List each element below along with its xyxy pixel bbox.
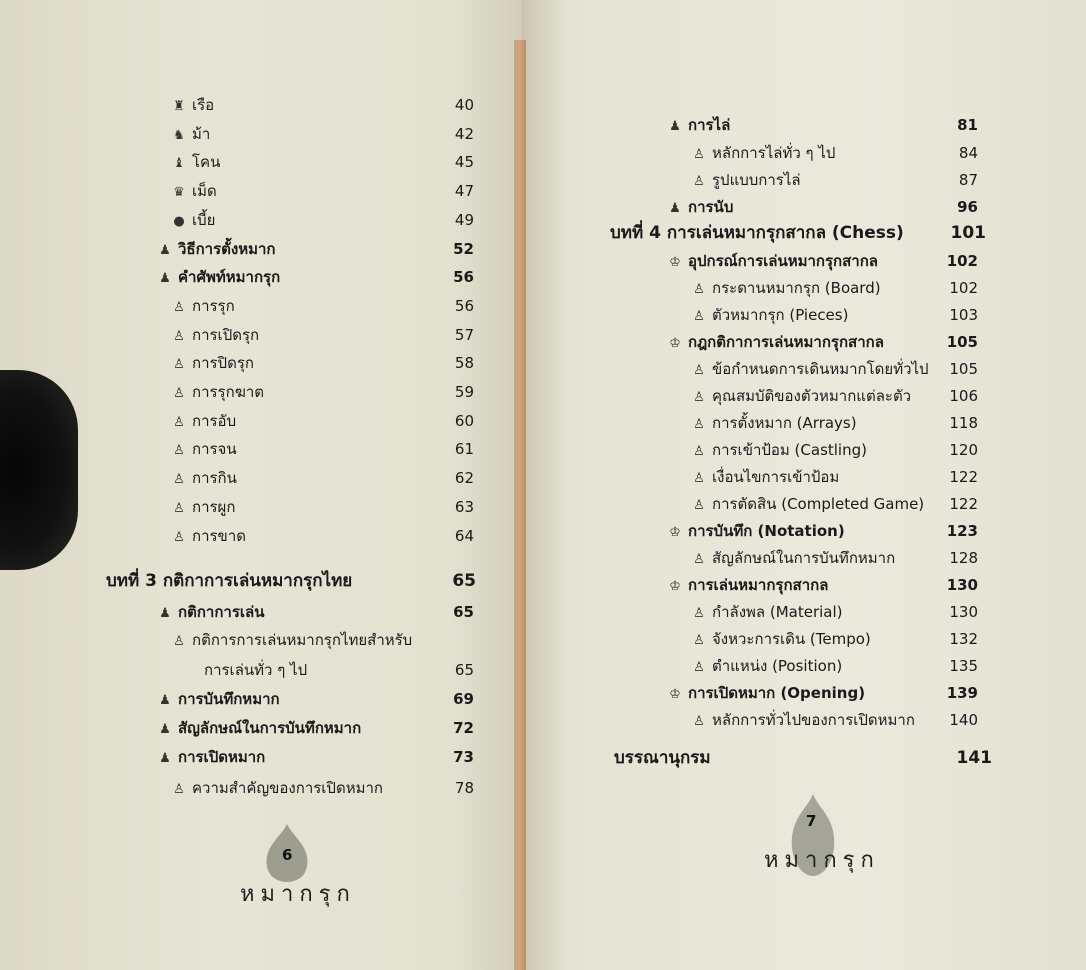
book-title-left: หมากรุก (240, 882, 356, 907)
toc-page-number: 140 (949, 711, 978, 729)
toc-page-number: 122 (949, 495, 978, 513)
small-piece-icon: ♙ (173, 529, 185, 545)
toc-entry-title: คำศัพท์หมากรุก (178, 268, 281, 287)
page-number-right: 7 (806, 812, 817, 830)
toc-entry (172, 153, 220, 173)
chapter-heading: บทที่ 3 กติกาการเล่นหมากรุกไทย (106, 571, 353, 591)
toc-entry (668, 198, 733, 218)
small-king-icon: ♙ (693, 471, 705, 486)
toc-entry-title: กำลังพล (Material) (712, 603, 843, 621)
toc-entry-title: รูปแบบการไล่ (712, 171, 801, 189)
king-icon: ♔ (669, 255, 681, 270)
small-piece-icon: ♙ (173, 443, 185, 459)
thumb-shadow (0, 370, 78, 570)
piece-icon: ♟ (669, 201, 681, 216)
toc-entry (692, 171, 801, 191)
small-piece-icon: ♙ (173, 386, 185, 401)
toc-entry-title: วิธีการตั้งหมาก (178, 239, 276, 258)
toc-entry-title: การรุกฆาต (192, 383, 264, 401)
toc-entry (692, 468, 839, 488)
toc-page-number: 58 (454, 354, 474, 373)
toc-page-number: 105 (946, 333, 978, 351)
toc-entry-title: การเปิดหมาก (Opening) (688, 684, 866, 702)
toc-entry (692, 144, 835, 164)
small-king-icon: ♙ (693, 498, 705, 513)
chapter-page-number: 65 (452, 571, 476, 591)
piece-icon: ♟ (159, 751, 171, 766)
toc-entry-title: การนับ (688, 198, 734, 216)
small-king-icon: ♙ (693, 714, 705, 729)
toc-entry (692, 630, 871, 650)
bishop-icon: ♝ (173, 156, 185, 172)
toc-page-number: 42 (454, 124, 474, 143)
toc-entry (668, 333, 884, 353)
small-piece-icon: ♙ (173, 414, 185, 430)
small-king-icon: ♙ (693, 633, 705, 648)
toc-page-number: 135 (949, 657, 978, 675)
toc-page-number: 65 (453, 603, 474, 621)
piece-icon: ♟ (159, 693, 171, 708)
toc-page-number: 40 (454, 96, 474, 114)
toc-entry-title: ความสำคัญของการเปิดหมาก (192, 779, 383, 797)
toc-entry (158, 690, 280, 710)
toc-entry (692, 603, 843, 623)
toc-page-number: 65 (454, 661, 474, 679)
small-king-icon: ♙ (693, 606, 705, 621)
toc-page-number: 103 (949, 306, 978, 324)
toc-entry-title: ข้อกำหนดการเดินหมากโดยทั่วไป (712, 360, 929, 378)
toc-page-number: 102 (946, 252, 978, 270)
toc-entry (692, 414, 857, 434)
toc-entry-title: กฎกติกาการเล่นหมากรุกสากล (688, 333, 884, 351)
pawn-icon: ● (173, 213, 185, 229)
small-piece-icon: ♙ (173, 472, 185, 488)
small-king-icon: ♙ (693, 282, 705, 297)
toc-entry-title: การบันทึกหมาก (178, 690, 280, 708)
toc-entry-title: เรือ (192, 96, 215, 114)
toc-entry (692, 387, 911, 407)
toc-entry (172, 354, 254, 374)
toc-page-number: 56 (454, 296, 474, 315)
toc-entry-title: ตัวหมากรุก (Pieces) (712, 306, 849, 324)
toc-entry (172, 211, 215, 231)
toc-page-number: 57 (454, 325, 474, 344)
toc-page-number: 52 (453, 239, 474, 258)
toc-entry-title: การเล่นหมากรุกสากล (688, 576, 829, 594)
toc-entry-title: การผูก (192, 497, 236, 516)
toc-entry (172, 469, 237, 489)
toc-page-number: 128 (949, 549, 978, 567)
chapter-heading: บรรณานุกรม (614, 748, 711, 768)
small-king-icon: ♙ (693, 444, 705, 459)
toc-entry-title: หลักการไล่ทั่ว ๆ ไป (712, 144, 836, 162)
toc-entry-title: หลักการทั่วไปของการเปิดหมาก (712, 711, 915, 729)
toc-entry-title: การเข้าป้อม (Castling) (712, 441, 867, 459)
toc-page-number: 102 (949, 279, 978, 297)
toc-entry (158, 268, 280, 288)
small-piece-icon: ♙ (173, 357, 185, 373)
toc-entry-title: การจน (192, 440, 237, 459)
toc-entry (692, 441, 867, 461)
toc-entry (692, 711, 915, 731)
book-spine (514, 40, 526, 970)
piece-icon: ♟ (159, 722, 171, 737)
toc-entry-title: ตำแหน่ง (Position) (712, 657, 843, 675)
toc-page-number: 139 (946, 684, 978, 702)
toc-entry-title: การอับ (192, 411, 237, 430)
toc-entry (158, 240, 276, 260)
small-king-icon: ♙ (693, 660, 705, 675)
toc-entry (172, 125, 210, 145)
toc-page-number: 69 (453, 690, 474, 708)
toc-entry (172, 297, 235, 317)
toc-page-number: 118 (949, 414, 978, 432)
toc-entry (668, 522, 845, 542)
piece-icon: ♟ (159, 606, 171, 621)
toc-entry-title: การกิน (192, 469, 237, 488)
toc-entry-title: การตั้งหมาก (Arrays) (712, 414, 857, 432)
toc-page-number: 78 (454, 779, 474, 797)
toc-entry (158, 603, 264, 623)
page-number-left: 6 (282, 846, 293, 864)
toc-entry-title: การเปิดหมาก (178, 748, 266, 766)
toc-page-number: 132 (949, 630, 978, 648)
toc-page-number: 130 (949, 603, 978, 621)
toc-entry-title: โคน (192, 153, 221, 172)
chapter-page-number: 101 (950, 223, 986, 243)
toc-page-number: 84 (958, 144, 978, 162)
small-piece-icon: ♙ (173, 782, 185, 797)
toc-entry (668, 684, 865, 704)
toc-page-number: 106 (949, 387, 978, 405)
toc-entry (172, 383, 264, 403)
toc-page-number: 105 (949, 360, 978, 378)
toc-page-number: 73 (453, 748, 474, 766)
toc-page-number: 130 (946, 576, 978, 594)
king-icon: ♔ (669, 525, 681, 540)
small-piece-icon: ♙ (693, 147, 705, 162)
toc-entry (172, 527, 246, 547)
toc-page-number: 81 (957, 116, 978, 134)
toc-page-number: 72 (453, 719, 474, 737)
toc-entry-title: เบี้ย (192, 210, 216, 229)
toc-entry (172, 498, 235, 518)
toc-entry (692, 279, 881, 299)
toc-page-number: 96 (957, 198, 978, 216)
toc-page-number: 47 (454, 182, 474, 201)
toc-entry-title: เม็ด (192, 182, 217, 201)
chapter-heading: บทที่ 4 การเล่นหมากรุกสากล (Chess) (610, 223, 904, 243)
toc-page-number: 59 (454, 383, 474, 401)
small-king-icon: ♙ (693, 363, 705, 378)
toc-entry-title: สัญลักษณ์ในการบันทึกหมาก (712, 549, 896, 567)
toc-entry-title: คุณสมบัติของตัวหมากแต่ละตัว (712, 387, 912, 405)
toc-page-number: 122 (949, 468, 978, 486)
toc-page-number: 60 (454, 411, 474, 430)
small-king-icon: ♙ (693, 390, 705, 405)
toc-entry (172, 631, 412, 651)
toc-page-number: 87 (958, 171, 978, 189)
toc-page-number: 45 (454, 153, 474, 172)
toc-entry (692, 306, 848, 326)
toc-entry-title: กติการการเล่นหมากรุกไทยสำหรับ (192, 631, 413, 649)
toc-entry-title: ม้า (192, 124, 211, 143)
queen-icon: ♛ (173, 185, 185, 201)
toc-page-number: 61 (454, 440, 474, 459)
toc-entry-title: อุปกรณ์การเล่นหมากรุกสากล (688, 252, 878, 270)
toc-entry (204, 661, 307, 679)
toc-page-number: 120 (949, 441, 978, 459)
toc-page-number: 64 (454, 526, 474, 545)
piece-icon: ♟ (159, 242, 171, 258)
small-king-icon: ♙ (693, 552, 705, 567)
toc-entry (172, 779, 383, 799)
toc-entry (172, 440, 237, 460)
toc-entry-title: กระดานหมากรุก (Board) (712, 279, 881, 297)
toc-entry (692, 549, 895, 569)
toc-entry-title: การปิดรุก (192, 354, 254, 373)
toc-entry (692, 360, 929, 380)
toc-page-number: 123 (946, 522, 978, 540)
toc-entry (158, 719, 361, 739)
small-piece-icon: ♙ (173, 299, 185, 315)
toc-page-number: 62 (454, 469, 474, 488)
small-king-icon: ♙ (693, 417, 705, 432)
toc-entry-title: สัญลักษณ์ในการบันทึกหมาก (178, 719, 362, 737)
toc-entry (172, 326, 259, 346)
book-title-right: หมากรุก (764, 848, 880, 873)
toc-entry (172, 182, 217, 202)
toc-entry-title: จังหวะการเดิน (Tempo) (712, 630, 871, 648)
king-icon: ♔ (669, 336, 681, 351)
toc-entry-title: การเปิดรุก (192, 325, 260, 344)
toc-page-number: 56 (453, 268, 474, 287)
toc-page-number: 49 (454, 210, 474, 229)
knight-icon: ♞ (173, 127, 185, 143)
piece-icon: ♟ (159, 271, 171, 287)
toc-entry (172, 96, 214, 116)
toc-entry-title: การตัดสิน (Completed Game) (712, 495, 925, 513)
toc-entry-title: เงื่อนไขการเข้าป้อม (712, 468, 840, 486)
king-icon: ♔ (669, 687, 681, 702)
toc-entry (668, 576, 828, 596)
king-icon: ♔ (669, 579, 681, 594)
toc-entry-title: การรุก (192, 296, 235, 315)
rook-icon: ♜ (173, 99, 185, 114)
toc-page-number: 63 (454, 497, 474, 516)
small-piece-icon: ♙ (173, 634, 185, 649)
small-piece-icon: ♙ (173, 328, 185, 344)
toc-entry-title: การเล่นทั่ว ๆ ไป (204, 661, 308, 679)
toc-entry (668, 116, 730, 136)
small-piece-icon: ♙ (693, 174, 705, 189)
toc-entry (692, 657, 842, 677)
small-piece-icon: ♙ (173, 500, 185, 516)
toc-entry (158, 748, 265, 768)
toc-entry (692, 495, 924, 515)
chapter-page-number: 141 (956, 748, 992, 768)
piece-icon: ♟ (669, 119, 681, 134)
toc-entry-title: การบันทึก (Notation) (688, 522, 845, 540)
small-king-icon: ♙ (693, 309, 705, 324)
toc-entry (172, 412, 236, 432)
toc-entry-title: กติกาการเล่น (178, 603, 265, 621)
toc-entry-title: การไล่ (688, 116, 731, 134)
toc-entry (668, 252, 878, 272)
toc-entry-title: การขาด (192, 526, 246, 545)
